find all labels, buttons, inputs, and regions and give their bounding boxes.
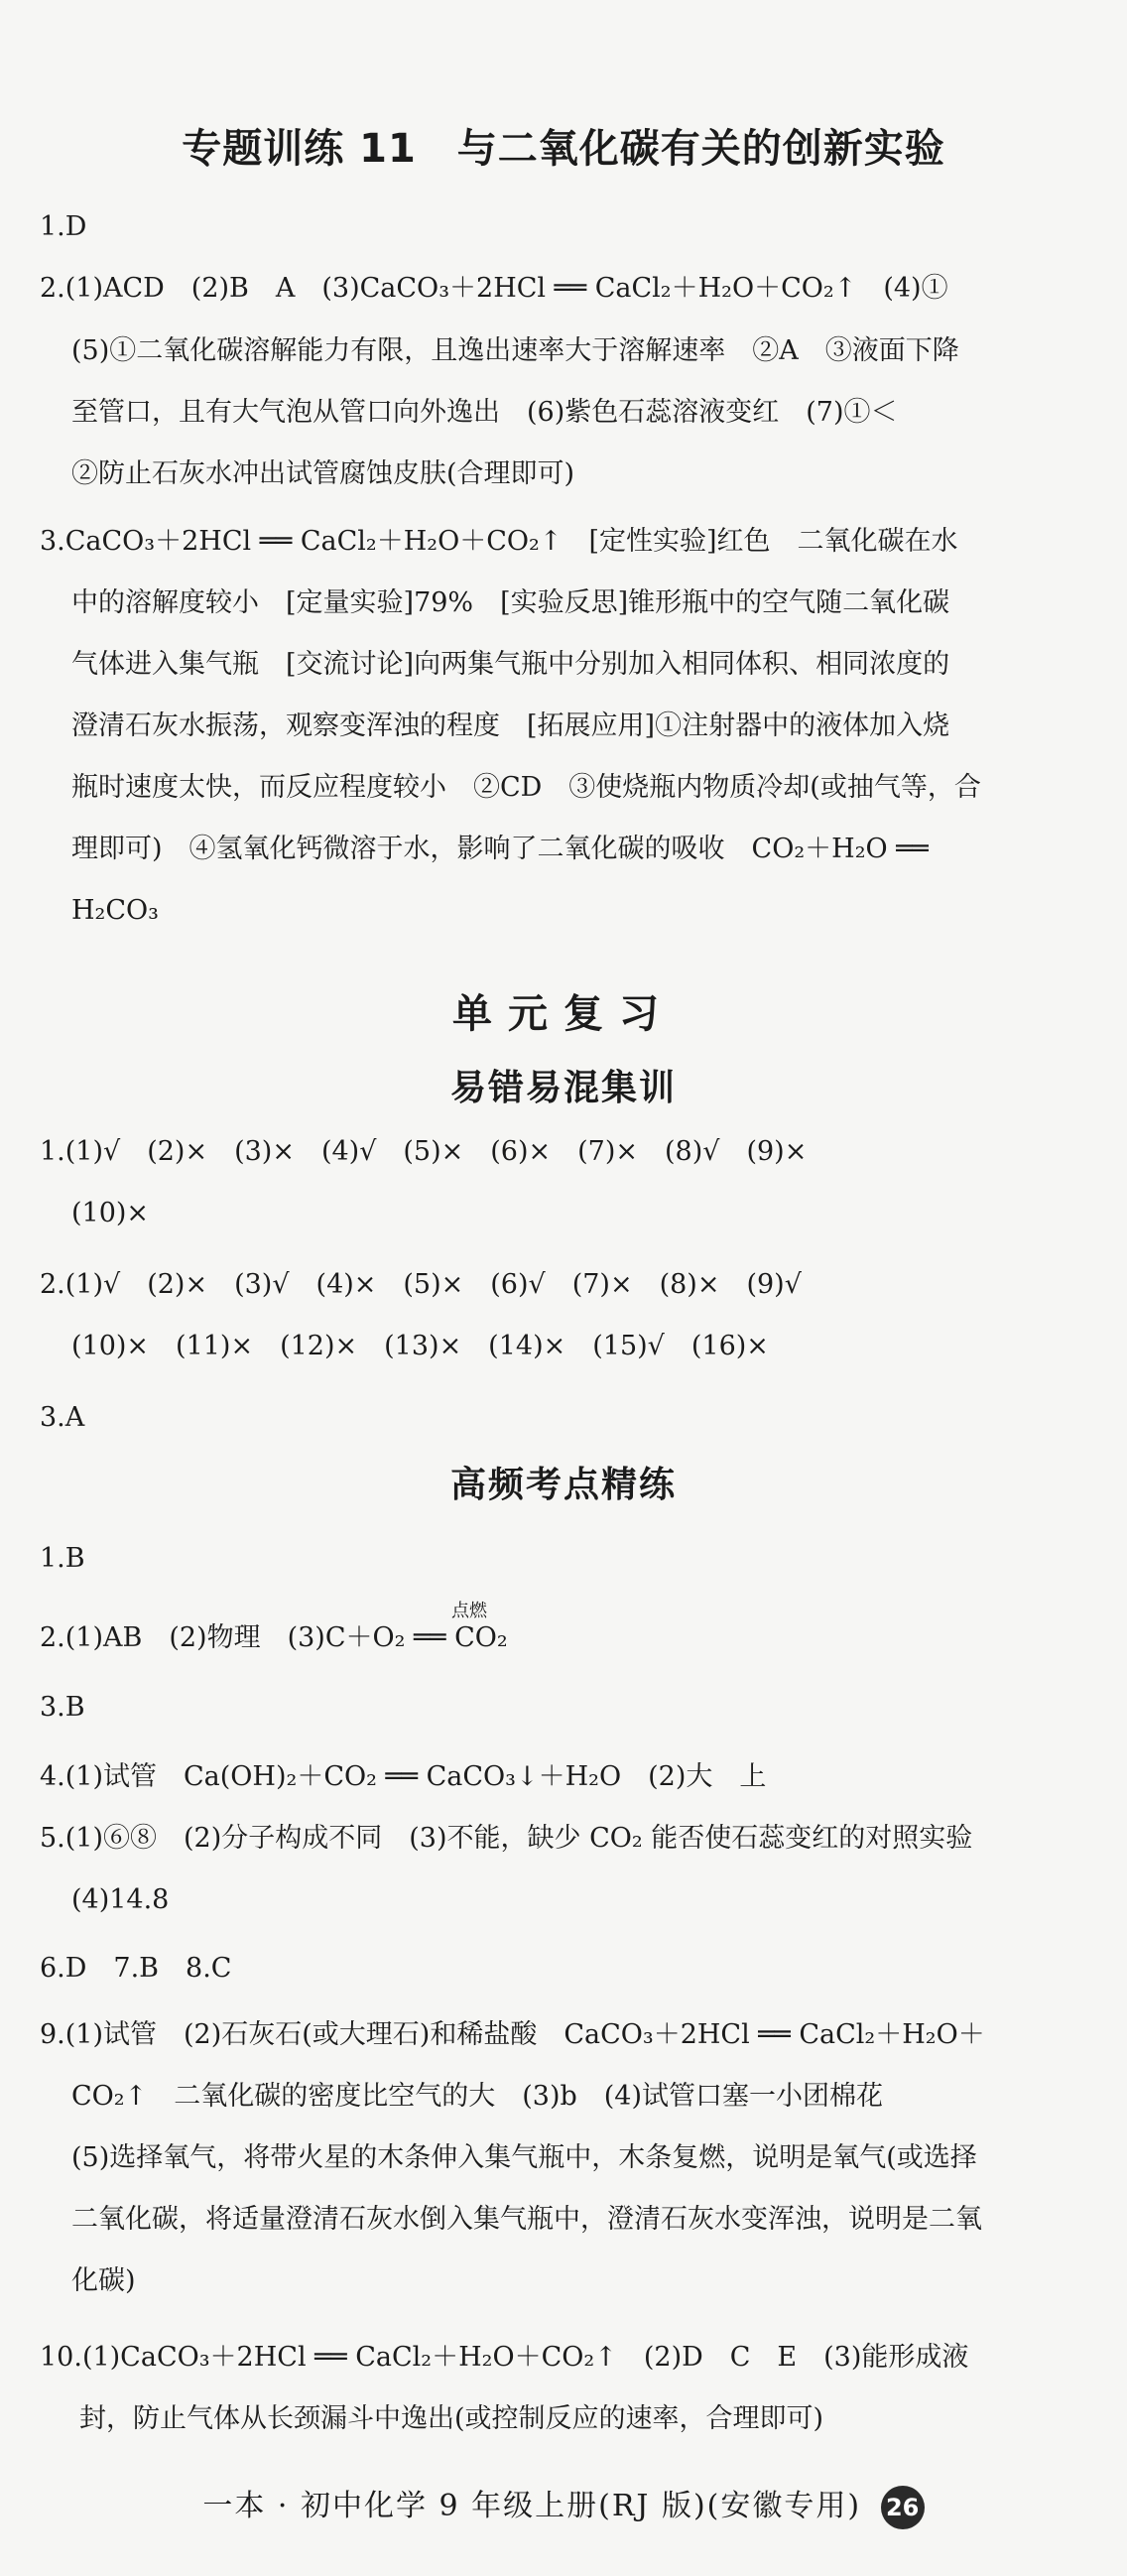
answer-line [40, 1608, 1091, 1669]
answer-line: 至管口，且有大气泡从管口向外逸出 (6)紫色石蕊溶液变红 (7)①＜ [71, 397, 898, 428]
answer-line: (4)14.8 [71, 1884, 170, 1915]
answer-line: 3.B [40, 1692, 85, 1723]
reaction-condition: 点燃 [451, 1601, 487, 1621]
answer-line: 1.D [40, 211, 87, 242]
answer-line: (5)选择氧气，将带火星的木条伸入集气瓶中，木条复燃，说明是氧气(或选择 [71, 2142, 977, 2173]
answer-line: 3.CaCO₃＋2HCl ══ CaCl₂＋H₂O＋CO₂↑ [定性实验]红色 二氧化碳在水 [40, 526, 958, 557]
answer-line: 澄清石灰水振荡，观察变浑浊的程度 [拓展应用]①注射器中的液体加入烧 [71, 710, 950, 741]
section-title: 易错易混集训 [449, 1068, 677, 1108]
answer-line: ②防止石灰水冲出试管腐蚀皮肤(合理即可) [71, 458, 575, 489]
answer-line: 中的溶解度较小 [定量实验]79% [实验反思]锥形瓶中的空气随二氧化碳 [71, 587, 950, 618]
answer-line: 气体进入集气瓶 [交流讨论]向两集气瓶中分别加入相同体积、相同浓度的 [71, 649, 950, 680]
answer-line: 1.B [40, 1543, 85, 1574]
answer-line: 9.(1)试管 (2)石灰石(或大理石)和稀盐酸 CaCO₃＋2HCl ══ CaCl₂＋H₂O＋ [40, 2019, 985, 2050]
footer-text: 一本 · 初中化学 9 年级上册(RJ 版)(安徽专用) [202, 2489, 862, 2523]
answer-line: 5.(1)⑥⑧ (2)分子构成不同 (3)不能，缺少 CO₂ 能否使石蕊变红的对照实验 [40, 1823, 973, 1854]
page-title: 专题训练 11 与二氧化碳有关的创新实验 [182, 126, 945, 172]
answer-line: H₂CO₃ [71, 895, 159, 926]
answer-line: 二氧化碳，将适量澄清石灰水倒入集气瓶中，澄清石灰水变浑浊，说明是二氧 [71, 2204, 982, 2235]
answer-text: 2.(1)AB (2)物理 (3)C＋O₂ ══ CO₂ [40, 1622, 508, 1653]
unit-title: 单元复习 [452, 991, 675, 1037]
answer-line: 4.(1)试管 Ca(OH)₂＋CO₂ ══ CaCO₃↓＋H₂O (2)大 上 [40, 1761, 767, 1792]
page-footer [0, 2481, 1127, 2529]
answer-line: (10)× (11)× (12)× (13)× (14)× (15)√ (16)× [71, 1331, 769, 1361]
page-number-badge: 26 [881, 2486, 925, 2529]
answer-line: 瓶时速度太快，而反应程度较小 ②CD ③使烧瓶内物质冷却(或抽气等，合 [71, 772, 981, 803]
answer-line: 2.(1)√ (2)× (3)√ (4)× (5)× (6)√ (7)× (8)× (9)√ [40, 1269, 802, 1300]
answer-line: 2.(1)ACD (2)B A (3)CaCO₃＋2HCl ══ CaCl₂＋H₂O＋CO₂↑ (4)① [40, 273, 948, 304]
answer-line: 理即可) ④氢氧化钙微溶于水，影响了二氧化碳的吸收 CO₂＋H₂O ══ [71, 834, 929, 864]
answer-line: 6.D 7.B 8.C [40, 1953, 232, 1984]
answer-line: CO₂↑ 二氧化碳的密度比空气的大 (3)b (4)试管口塞一小团棉花 [71, 2081, 884, 2112]
answer-line: (10)× [71, 1198, 150, 1228]
answer-line: 1.(1)√ (2)× (3)× (4)√ (5)× (6)× (7)× (8)√ (9)× [40, 1136, 808, 1167]
section-title: 高频考点精练 [449, 1465, 677, 1505]
answer-line: 10.(1)CaCO₃＋2HCl ══ CaCl₂＋H₂O＋CO₂↑ (2)D C E (3)能形成液 [40, 2342, 969, 2373]
answer-line: 封，防止气体从长颈漏斗中逸出(或控制反应的速率，合理即可) [79, 2403, 824, 2434]
answer-line: 3.A [40, 1402, 85, 1433]
answer-line: (5)①二氧化碳溶解能力有限，且逸出速率大于溶解速率 ②A ③液面下降 [71, 335, 959, 366]
answer-line: 化碳) [71, 2265, 136, 2296]
